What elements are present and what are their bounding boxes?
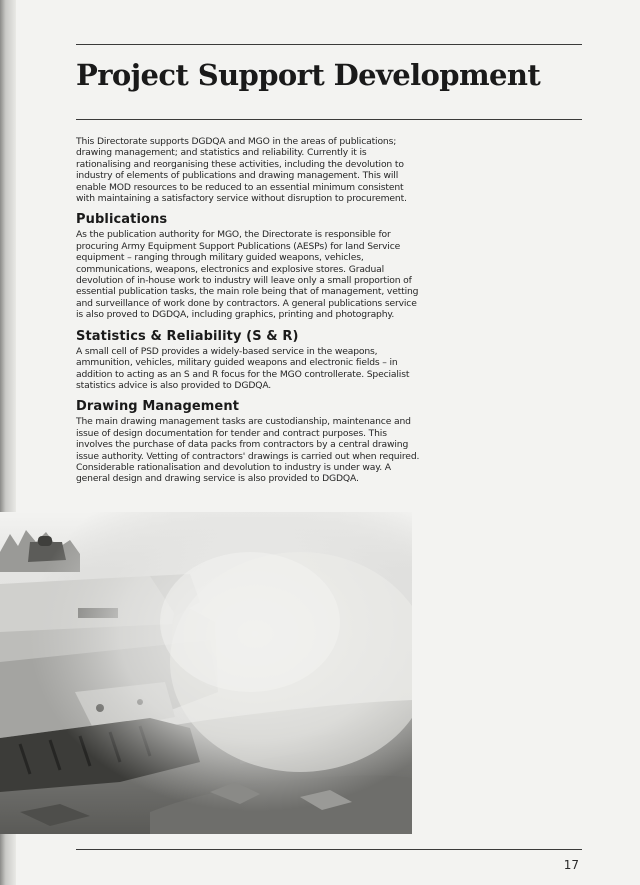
section-heading-publications: Publications <box>76 212 168 228</box>
intro-paragraph: This Directorate supports DGDQA and MGO in the areas of publications; drawing management; and statistics and reliability. Currently it is rationalising and reorganising these activities, including the devolution to industry of elements of publications and drawing management. This will enable MOD resources to be reduced to an essential minimum consistent with maintaining a satisfactory service without disruption to procurement. <box>76 136 407 205</box>
section-heading-statistics-reliability: Statistics & Reliability (S & R) <box>76 328 299 344</box>
tank-photograph <box>0 512 412 834</box>
section-heading-drawing-management: Drawing Management <box>76 399 240 415</box>
page-number: 17 <box>563 858 579 872</box>
section-body-drawing-management: The main drawing management tasks are custodianship, maintenance and issue of design documentation for tender and contract purposes. This involves the purchase of data packs from contractors by a central drawing issue authority. Vetting of contractors' drawings is carried out when required. Considerable rationalisation and devolution to industry is under way. A general design and drawing service is also provided to DGDQA. <box>76 416 420 485</box>
page-title: Project Support Development <box>76 58 541 92</box>
article-body <box>76 136 422 485</box>
bottom-rule <box>76 849 582 850</box>
section-body-publications: As the publication authority for MGO, the Directorate is responsible for procuring Army Equipment Support Publications (AESPs) for land Service equipment – ranging through military guided weapons, vehicles, communications, weapons, electronics and explosive stores. Gradual devolution of in-house work to industry will leave only a small proportion of essential publication tasks, the main role being that of management, vetting and surveillance of work done by contractors. A general publications service is also proved to DGDQA, including graphics, printing and photography. <box>76 229 419 321</box>
top-rule <box>76 44 582 45</box>
title-rule <box>76 119 582 120</box>
section-body-statistics-reliability: A small cell of PSD provides a widely-based service in the weapons, ammunition, vehicles, military guided weapons and electronic fields – in addition to acting as an S and R focus for the MGO controllerate. Specialist statistics advice is also provided to DGDQA. <box>76 345 410 391</box>
